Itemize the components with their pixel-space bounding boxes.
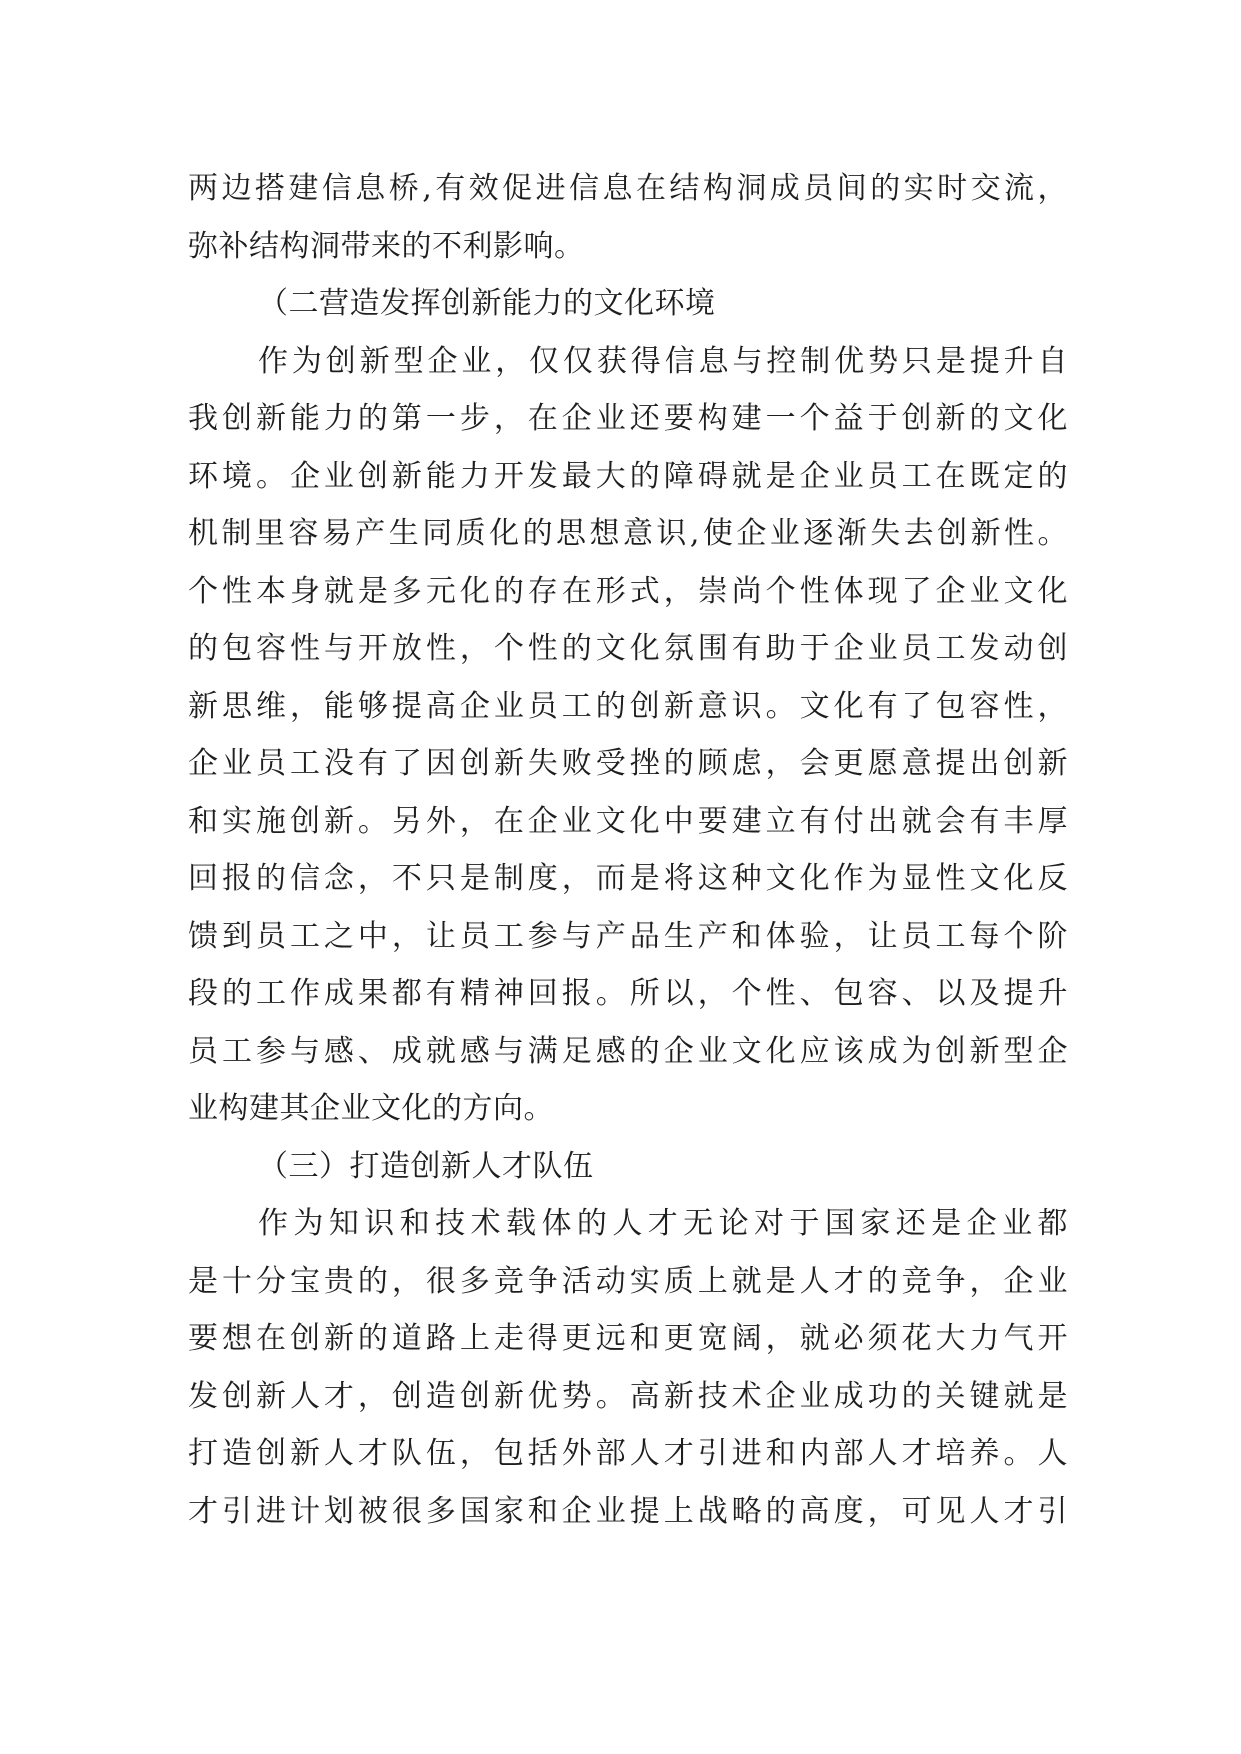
text-line: 员工参与感、成就感与满足感的企业文化应该成为创新型企 bbox=[188, 1033, 1068, 1069]
section-heading: （二营造发挥创新能力的文化环境 bbox=[258, 286, 716, 321]
text-line: 发创新人才，创造创新优势。高新技术企业成功的关键就是 bbox=[188, 1378, 1068, 1414]
text-line: 我创新能力的第一步，在企业还要构建一个益于创新的文化 bbox=[188, 401, 1068, 436]
text-line: 新思维，能够提高企业员工的创新意识。文化有了包容性， bbox=[188, 688, 1068, 724]
text-line: 馈到员工之中，让员工参与产品生产和体验，让员工每个阶 bbox=[188, 918, 1068, 954]
text-line: 弥补结构洞带来的不利影响。 bbox=[188, 228, 585, 264]
document-body bbox=[188, 160, 1068, 1540]
text-line: 和实施创新。另外，在企业文化中要建立有付出就会有丰厚 bbox=[188, 803, 1068, 839]
text-line: 机制里容易产生同质化的思想意识,使企业逐渐失去创新性。 bbox=[188, 516, 1068, 551]
text-line: 打造创新人才队伍，包括外部人才引进和内部人才培养。人 bbox=[188, 1436, 1068, 1471]
text-line: 是十分宝贵的，很多竞争活动实质上就是人才的竞争，企业 bbox=[188, 1263, 1068, 1299]
text-line: 环境。企业创新能力开发最大的障碍就是企业员工在既定的 bbox=[188, 458, 1068, 494]
text-line: 作为知识和技术载体的人才无论对于国家还是企业都 bbox=[258, 1206, 1068, 1241]
section-heading: （三）打造创新人才队伍 bbox=[258, 1148, 594, 1184]
text-line: 回报的信念，不只是制度，而是将这种文化作为显性文化反 bbox=[188, 861, 1068, 896]
text-line: 要想在创新的道路上走得更远和更宽阔，就必须花大力气开 bbox=[188, 1321, 1068, 1356]
text-line: 业构建其企业文化的方向。 bbox=[188, 1091, 554, 1126]
text-line: 个性本身就是多元化的存在形式，崇尚个性体现了企业文化 bbox=[188, 573, 1068, 609]
text-line: 才引进计划被很多国家和企业提上战略的高度，可见人才引 bbox=[188, 1493, 1068, 1529]
text-line: 的包容性与开放性，个性的文化氛围有助于企业员工发动创 bbox=[188, 631, 1068, 666]
text-line: 企业员工没有了因创新失败受挫的顾虑，会更愿意提出创新 bbox=[188, 746, 1068, 781]
text-line: 两边搭建信息桥,有效促进信息在结构洞成员间的实时交流， bbox=[188, 171, 1068, 206]
text-line: 段的工作成果都有精神回报。所以，个性、包容、以及提升 bbox=[188, 976, 1068, 1011]
text-line: 作为创新型企业，仅仅获得信息与控制优势只是提升自 bbox=[258, 343, 1068, 379]
